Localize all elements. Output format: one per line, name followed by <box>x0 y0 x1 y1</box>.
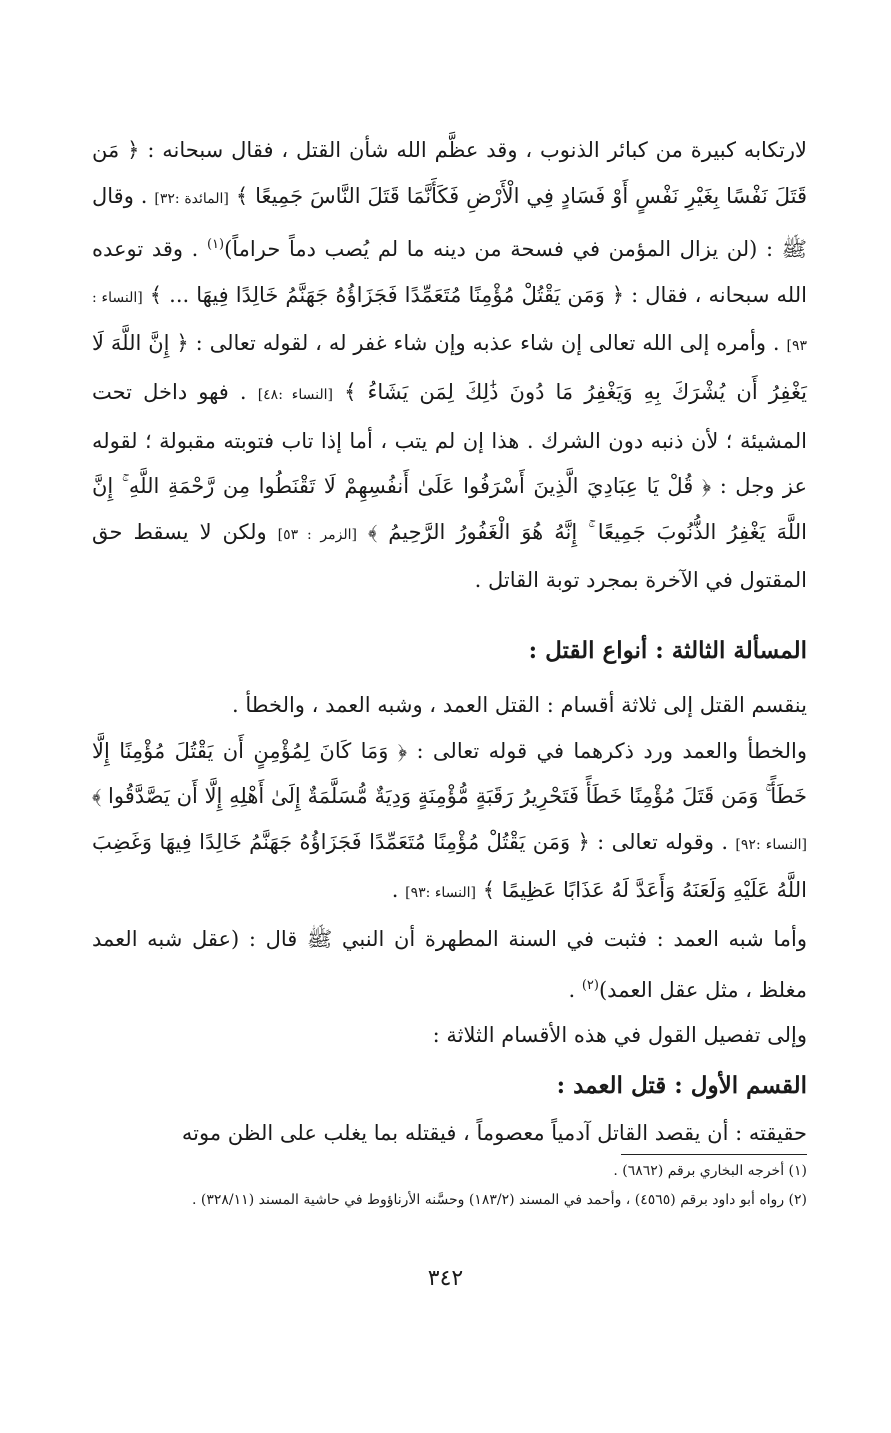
paragraph-1-text: لارتكابه كبيرة من كبائر الذنوب ، وقد عظَّم الله شأن القتل ، فقال سبحانه : <box>147 138 807 162</box>
quran-verse-nisa-93-full: ﴿ وَمَن يَقْتُلْ مُؤْمِنًا مُتَعَمِّدًا فَجَزَاؤُهُ جَهَنَّمُ خَالِدًا فِيهَا وَغَضِبَ اللَّهُ عَلَيْهِ وَلَعَنَهُ وَأَعَدَّ لَهُ عَذَابًا عَظِيمًا ﴾ <box>92 829 807 903</box>
paragraph-3-text-2: . وقوله تعالى : <box>597 829 729 854</box>
paragraph-1-text-2: . وقد توعده الله سبحانه ، فقال : <box>92 237 807 307</box>
footnotes <box>92 1157 807 1215</box>
footnote-1: (١) أخرجه البخاري برقم (٦٨٦٢) . <box>613 1162 807 1179</box>
footnote-2: (٢) رواه أبو داود برقم (٤٥٦٥) ، وأحمد في المسند (١٨٣/٢) وحسَّنه الأرناؤوط في حاشية المسند (٣٢٨/١١) . <box>192 1191 807 1208</box>
quran-verse-zumar: ﴿ قُلْ يَا عِبَادِيَ الَّذِينَ أَسْرَفُوا عَلَىٰ أَنفُسِهِمْ لَا تَقْنَطُوا مِن رَّحْمَةِ اللَّهِ ۚ إِنَّ اللَّهَ يَغْفِرُ الذُّنُوبَ جَمِيعًا ۚ إِنَّهُ هُوَ الْغَفُورُ الرَّحِيمُ ﴾ <box>92 474 807 544</box>
section-heading-intentional-killing: القسم الأول : قتل العمد : <box>556 1071 807 1099</box>
paragraph-1-text-4: . فهو داخل تحت المشيئة ؛ لأن ذنبه دون الشرك . هذا إن لم يتب ، أما إذا تاب فتوبته مقبولة ؛ لقوله عز وجل : <box>92 379 807 499</box>
section-heading-types-of-killing: المسألة الثالثة : أنواع القتل : <box>528 636 807 664</box>
paragraph-6: حقيقته : أن يقصد القاتل آدمياً معصوماً ، فيقتله بما يغلب على الظن موته <box>181 1120 807 1145</box>
paragraph-3-end: . <box>391 878 399 903</box>
paragraph-1 <box>92 128 807 604</box>
paragraph-3 <box>92 729 807 917</box>
footnote-marker-1[interactable]: (١) <box>206 237 225 253</box>
paragraph-4-text: وأما شبه العمد : فثبت في السنة المطهرة أن النبي ﷺ قال : (عقل شبه العمد مغلظ ، مثل عقل العمد) <box>92 926 807 1002</box>
quran-verse-nisa-93: ﴿ وَمَن يَقْتُلْ مُؤْمِنًا مُتَعَمِّدًا فَجَزَاؤُهُ جَهَنَّمُ خَالِدًا فِيهَا ... ﴾ <box>149 282 625 307</box>
footnote-marker-2[interactable]: (٢) <box>581 977 599 993</box>
paragraph-3-text: والخطأ والعمد ورد ذكرهما في قوله تعالى : <box>416 738 807 763</box>
paragraph-1-text-5: ولكن لا يسقط حق المقتول في الآخرة بمجرد توبة القاتل . <box>92 519 807 593</box>
quran-verse-nisa-48: ﴿ إِنَّ اللَّهَ لَا يَغْفِرُ أَن يُشْرَكَ بِهِ وَيَغْفِرُ مَا دُونَ ذَٰلِكَ لِمَن يَشَاءُ ﴾ <box>92 331 807 404</box>
quran-verse-nisa-92: ﴿ وَمَا كَانَ لِمُؤْمِنٍ أَن يَقْتُلَ مُؤْمِنًا إِلَّا خَطَأً ۚ وَمَن قَتَلَ مُؤْمِنًا خَطَأً فَتَحْرِيرُ رَقَبَةٍ مُّؤْمِنَةٍ وَدِيَةٌ مُّسَلَّمَةٌ إِلَىٰ أَهْلِهِ إِلَّا أَن يَصَّدَّقُوا ﴾ <box>92 738 807 809</box>
verse-reference: [النساء :٤٨] <box>257 386 333 403</box>
verse-reference: [الزمر : ٥٣] <box>277 526 357 543</box>
footnote-divider <box>621 1154 807 1155</box>
paragraph-1-text-3: . وأمره إلى الله تعالى إن شاء عذبه وإن شاء غفر له ، لقوله تعالى : <box>195 331 780 356</box>
hadith-text: . وقال ﷺ : (لن يزال المؤمن في فسحة من دينه ما لم يُصب دماً حراماً) <box>92 183 808 262</box>
paragraph-2: ينقسم القتل إلى ثلاثة أقسام : القتل العمد ، وشبه العمد ، والخطأ . <box>232 692 807 717</box>
paragraph-4 <box>92 917 807 1013</box>
paragraph-4-end: . <box>568 977 576 1002</box>
verse-reference: [النساء : ٩٣] <box>92 289 807 355</box>
page-number: ٣٤٢ <box>427 1266 464 1291</box>
page-content <box>92 128 807 1215</box>
verse-reference: [المائدة :٣٢] <box>154 190 229 207</box>
verse-reference: [النساء :٩٢] <box>735 836 807 853</box>
verse-reference: [النساء :٩٣] <box>405 885 477 902</box>
paragraph-5: وإلى تفصيل القول في هذه الأقسام الثلاثة : <box>432 1023 807 1048</box>
quran-verse-maidah: ﴿ مَن قَتَلَ نَفْسًا بِغَيْرِ نَفْسٍ أَوْ فَسَادٍ فِي الْأَرْضِ فَكَأَنَّمَا قَتَلَ النَّاسَ جَمِيعًا ﴾ <box>92 138 807 208</box>
